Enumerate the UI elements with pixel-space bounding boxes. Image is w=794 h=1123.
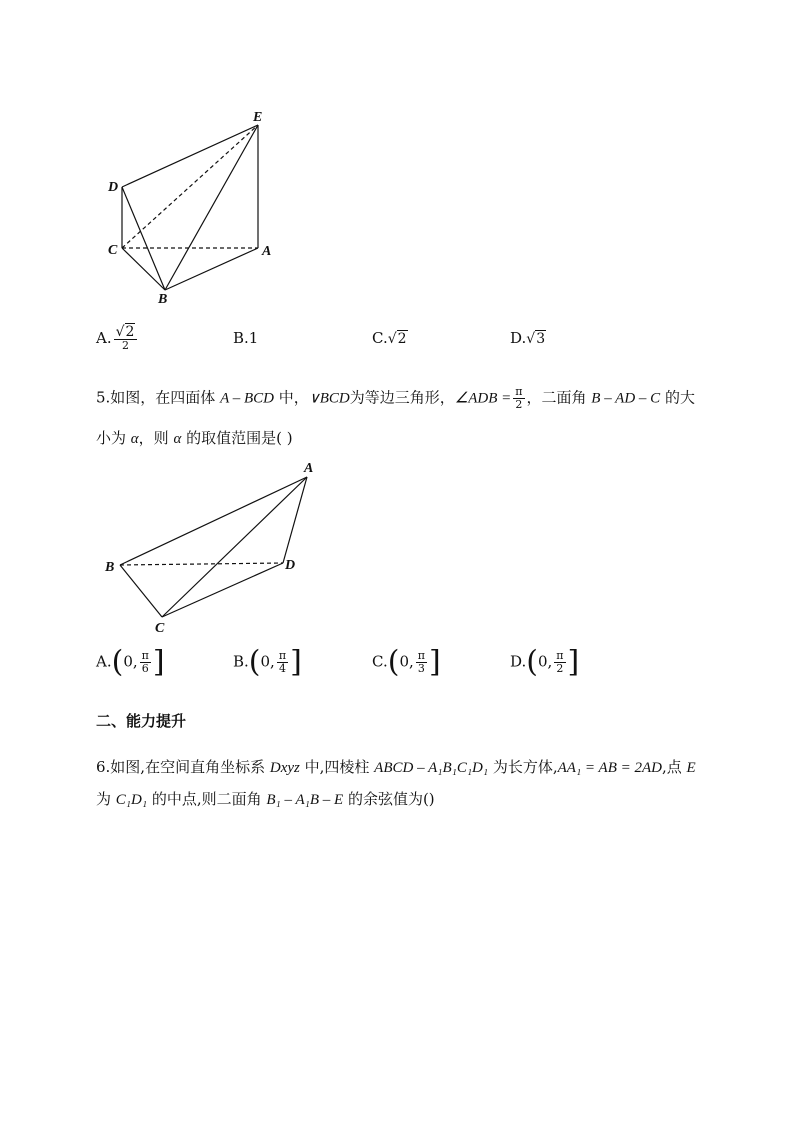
label-a: A: [304, 461, 314, 476]
edge-cd: [162, 563, 283, 617]
figure-pyramid-ebcd: [100, 105, 290, 305]
label-b: B: [158, 292, 168, 305]
fraction-sqrt2-over-2: $\frac{√2}{2}$: [114, 326, 138, 352]
edge-db: [122, 187, 165, 290]
label-c: C: [155, 621, 165, 635]
edge-cb: [122, 248, 165, 290]
label-b: B: [105, 560, 115, 575]
q5-option-b[interactable]: B.(0, $\frac{\pi}{4}$ ]: [233, 644, 302, 680]
q5-line-2: 小为 α，则 α 的取值范围是( ): [96, 429, 293, 447]
edge-eb: [165, 125, 258, 290]
edge-ba: [165, 248, 258, 290]
edge-ce-dashed: [122, 125, 258, 248]
edge-bd-dashed: [120, 563, 283, 565]
q4-option-d[interactable]: D.√3: [510, 329, 546, 347]
edge-bc: [120, 565, 162, 617]
label-e: E: [253, 110, 263, 125]
label-d: D: [108, 180, 119, 195]
q5-option-c[interactable]: C.(0, $\frac{\pi}{3}$ ]: [372, 644, 441, 680]
edge-ad: [283, 477, 307, 563]
edge-de: [122, 125, 258, 187]
q4-option-a[interactable]: A. $\frac{√2}{2}$: [96, 326, 139, 352]
q6-line-2: 为 C₁D₁ 的中点,则二面角 B₁ – A₁B – E 的余弦值为(): [96, 790, 435, 808]
q6-line-1: 6.如图,在空间直角坐标系 Dxyz 中,四棱柱 ABCD – A₁B₁C₁D₁ 为长方体,AA₁ = AB = 2AD,点 E: [96, 758, 696, 776]
edge-ba: [120, 477, 307, 565]
label-d: D: [285, 558, 296, 573]
q5-line-1: 5.如图，在四面体 A – BCD 中，∨BCD为等边三角形，∠ADB = $\frac{\pi}{2}$ ，二面角 B – AD – C 的大: [96, 385, 695, 411]
q5-option-a[interactable]: A.(0, $\frac{\pi}{6}$ ]: [96, 644, 165, 680]
edge-ac: [162, 477, 307, 617]
section-heading: 二、能力提升: [96, 712, 187, 730]
q4-option-c[interactable]: C.√2: [372, 329, 407, 347]
label-c: C: [108, 243, 118, 258]
fraction-pi-over-2: $\frac{\pi}{2}$: [515, 385, 523, 411]
label-a: A: [262, 244, 272, 259]
figure-tetrahedron-abcd: [100, 455, 330, 635]
q4-option-b[interactable]: B.1: [233, 329, 259, 347]
q5-option-d[interactable]: D.(0, $\frac{\pi}{2}$ ]: [510, 644, 580, 680]
